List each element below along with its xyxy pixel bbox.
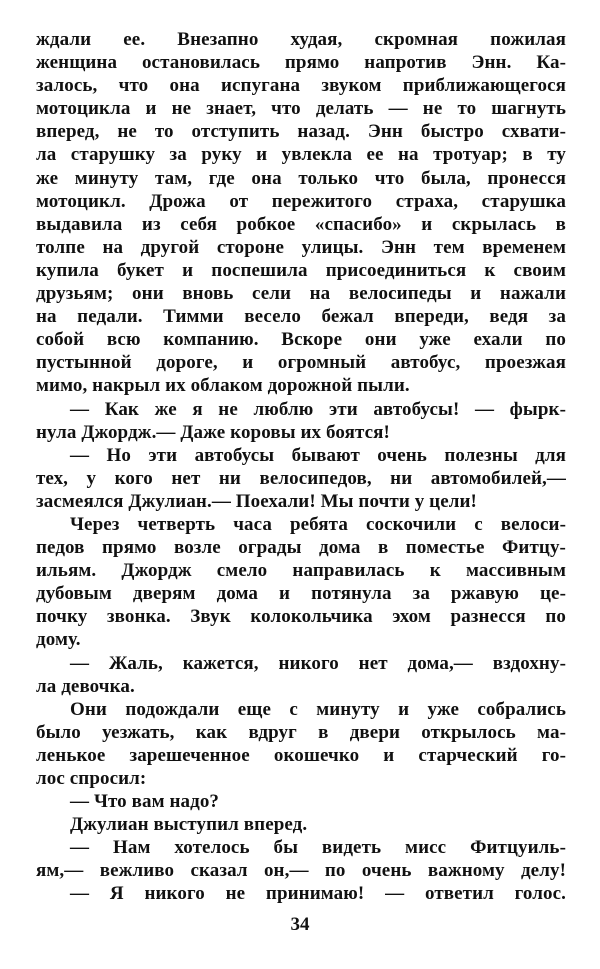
text-line: — Но эти автобусы бывают очень полезны для (70, 444, 566, 466)
text-line: дубовым дверям дома и потянула за ржавую це- (36, 583, 566, 605)
text-line: засмеялся Джулиан.— Поехали! Мы почти у цели! (36, 490, 477, 512)
text-line: друзьям; они вновь сели на велосипеды и нажали (36, 283, 566, 305)
text-line: на педали. Тимми весело бежал впереди, ведя за (36, 306, 566, 328)
text-line: залось, что она испугана звуком приближающегося (36, 75, 566, 97)
text-line: ильям. Джордж смело направилась к массивным (36, 560, 566, 582)
text-line: собой всю компанию. Вскоре они уже ехали по (36, 329, 566, 351)
text-line: — Как же я не люблю эти автобусы! — фырк- (70, 398, 566, 420)
text-line: купила букет и поспешила присоединиться к своим (36, 259, 566, 281)
text-line: — Жаль, кажется, никого нет дома,— вздохну- (70, 652, 566, 674)
text-line: ждали ее. Внезапно худая, скромная пожилая (36, 29, 566, 50)
text-line: тех, у кого нет ни велосипедов, ни автомобилей,— (36, 467, 566, 489)
text-line: почку звонка. Звук колокольчика эхом разнесся по (36, 606, 566, 628)
text-line: дому. (36, 629, 81, 651)
text-line: пустынной дороге, и огромный автобус, проезжая (36, 352, 566, 374)
text-line: выдавила из себя робкое «спасибо» и скрылась в (36, 213, 566, 235)
text-line: было уезжать, как вдруг в двери открылось ма- (36, 721, 566, 743)
text-line: нула Джордж.— Даже коровы их боятся! (36, 421, 390, 443)
text-line: ла девочка. (36, 675, 135, 697)
text-line: — Я никого не принимаю! — ответил голос. (70, 883, 566, 905)
text-line: же минуту там, где она только что была, пронесся (36, 167, 566, 189)
body-text (36, 28, 566, 906)
text-line: лос спросил: (36, 768, 147, 789)
text-line: вперед, не то отступить назад. Энн быстро схвати- (36, 121, 566, 143)
text-line: — Что вам надо? (70, 791, 220, 813)
text-line: ям,— вежливо сказал он,— по очень важному делу! (36, 860, 566, 882)
text-line: мимо, накрыл их облаком дорожной пыли. (36, 375, 410, 397)
text-line: Джулиан выступил вперед. (70, 814, 308, 836)
text-line: Через четверть часа ребята соскочили с велоси- (70, 513, 566, 535)
text-line: ла старушку за руку и увлекла ее на тротуар; в ту (36, 144, 566, 166)
text-line: педов прямо возле ограды дома в поместье Фитцу- (36, 537, 566, 559)
text-line: мотоцикла и не знает, что делать — не то шагнуть (36, 98, 566, 120)
text-line: Они подождали еще с минуту и уже собрались (70, 698, 566, 720)
text-line: — Нам хотелось бы видеть мисс Фитцуиль- (70, 837, 566, 859)
page-number: 34 (290, 914, 310, 935)
text-line: женщина остановилась прямо напротив Энн. Ка- (36, 52, 566, 74)
text-line: толпе на другой стороне улицы. Энн тем временем (36, 236, 566, 258)
text-line: мотоцикл. Дрожа от пережитого страха, старушка (36, 190, 566, 212)
text-line: ленькое зарешеченное окошечко и старческий го- (36, 744, 566, 766)
